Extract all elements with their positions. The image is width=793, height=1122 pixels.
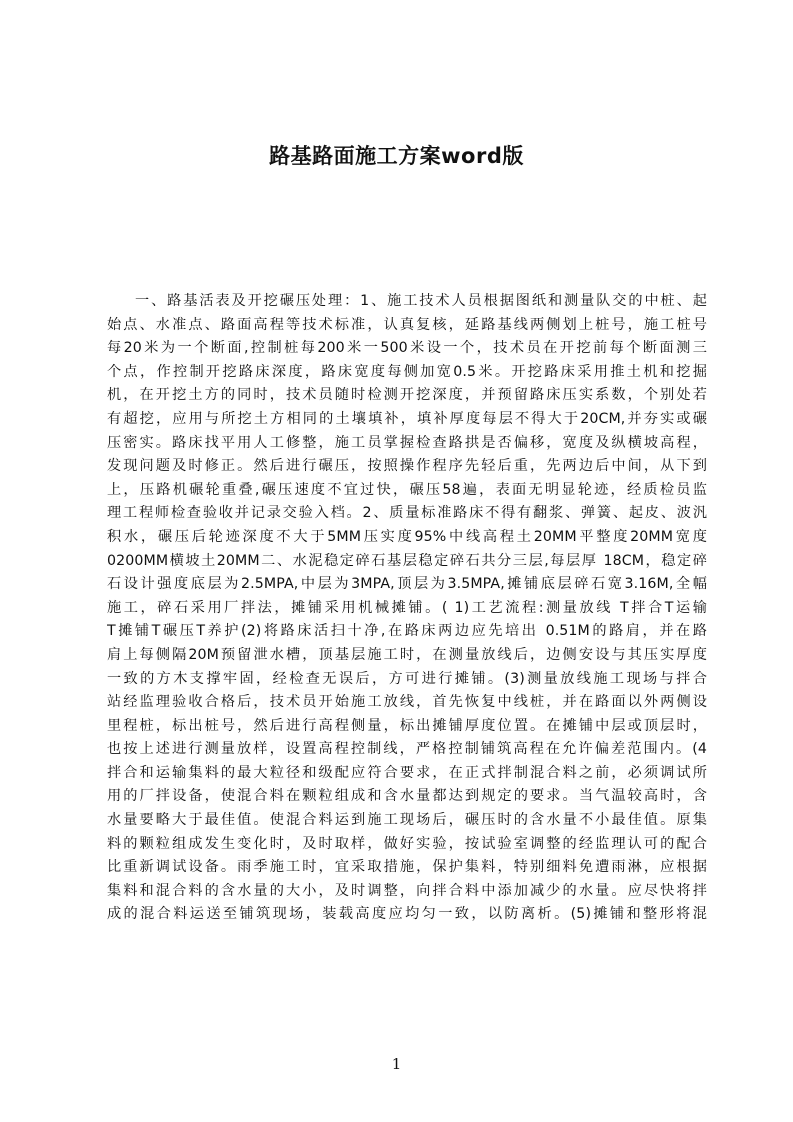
text-line: 肩上每侧隔20M预留泄水槽，顶基层施工时，在测量放线后，边侧安设与其压实厚度: [107, 646, 707, 663]
text-line: 理工程师检查验收并记录交验入档。2、质量标准路床不得有翻浆、弹簧、起皮、波汎: [107, 505, 707, 522]
text-line: 比重新调试设备。雨季施工时，宜采取措施，保护集料，特别细料免遭雨淋，应根据: [107, 859, 707, 876]
text-line: 成的混合料运送至铺筑现场，装载高度应均匀一致，以防离析。(5)摊铺和整形将混: [107, 906, 707, 923]
text-line: 积水，碾压后轮迹深度不大于5MM压实度95%中线高程土20MM平整度20MM宽度: [107, 528, 707, 545]
text-line: 每20米为一个断面,控制桩每200米一500米设一个，技术员在开挖前每个断面测三: [107, 340, 707, 357]
text-line: 个点，作控制开挖路床深度，路床宽度每侧加宽0.5米。开挖路床采用推土机和挖掘: [107, 363, 707, 380]
text-line: 压密实。路床找平用人工修整，施工员掌握检查路拱是否偏移，宽度及纵横坡高程，: [107, 434, 707, 451]
page-number: 1: [391, 1055, 402, 1073]
text-line: 站经监理验收合格后，技术员开始施工放线，首先恢复中线桩，并在路面以外两侧设: [107, 694, 707, 711]
text-line: 发现问题及时修正。然后进行碾压，按照操作程序先轻后重，先两边后中间，从下到: [107, 458, 707, 475]
text-line: 上，压路机碾轮重叠,碾压速度不宜过快，碾压58遍，表面无明显轮迹，经质检员监: [107, 481, 707, 498]
text-line: 始点、水准点、路面高程等技术标准，认真复核，延路基线两侧划上桩号，施工桩号: [107, 316, 707, 333]
text-line: 一、路基活表及开挖碾压处理：1、施工技术人员根据图纸和测量队交的中桩、起: [135, 293, 707, 309]
text-line: 石设计强度底层为2.5MPA,中层为3MPA,顶层为3.5MPA,摊铺底层碎石宽3.16M,全幅: [107, 576, 707, 593]
text-line: T摊铺T碾压T养护(2)将路床活扫十净,在路床两边应先培出 0.51M的路肩，并在路: [107, 623, 707, 640]
text-line: 集料和混合料的含水量的大小，及时调整，向拌合料中添加减少的水量。应尽快将拌: [107, 882, 707, 899]
body-paragraph: [107, 290, 707, 927]
text-line: 机，在开挖土方的同时，技术员随时检测开挖深度，并预留路床压实系数，个别处若: [107, 387, 707, 404]
text-line: 料的颗粒组成发生变化时，及时取样，做好实验，按试验室调整的经监理认可的配合: [107, 835, 707, 852]
text-line: 有超挖，应用与所挖土方相同的土壤填补，填补厚度每层不得大于20CM,并夯实或碾: [107, 410, 707, 427]
document-title: 路基路面施工方案word版: [269, 144, 524, 168]
text-line: 拌合和运输集料的最大粒径和级配应符合要求，在正式拌制混合料之前，必须调试所: [107, 764, 707, 781]
text-line: 也按上述进行测量放样，设置高程控制线，严格控制铺筑高程在允许偏差范围内。(4: [107, 741, 707, 758]
text-line: 施工，碎石采用厂拌法，摊铺采用机械摊铺。( 1)工艺流程:测量放线 T拌合T运输: [107, 599, 707, 616]
text-line: 0200MM横坡土20MM二、水泥稳定碎石基层稳定碎石共分三层,每层厚 18CM，稳定碎: [107, 552, 707, 569]
text-line: 用的厂拌设备，使混合料在颗粒组成和含水量都达到规定的要求。当气温较高时，含: [107, 788, 707, 805]
text-line: 一致的方木支撑牢固，经检查无误后，方可进行摊铺。(3)测量放线施工现场与拌合: [107, 670, 707, 687]
text-line: 里程桩，标出桩号，然后进行高程侧量，标出摊铺厚度位置。在摊铺中层或顶层时，: [107, 717, 707, 734]
text-line: 水量要略大于最佳值。使混合料运到施工现场后，碾压时的含水量不小最佳值。原集: [107, 812, 707, 829]
